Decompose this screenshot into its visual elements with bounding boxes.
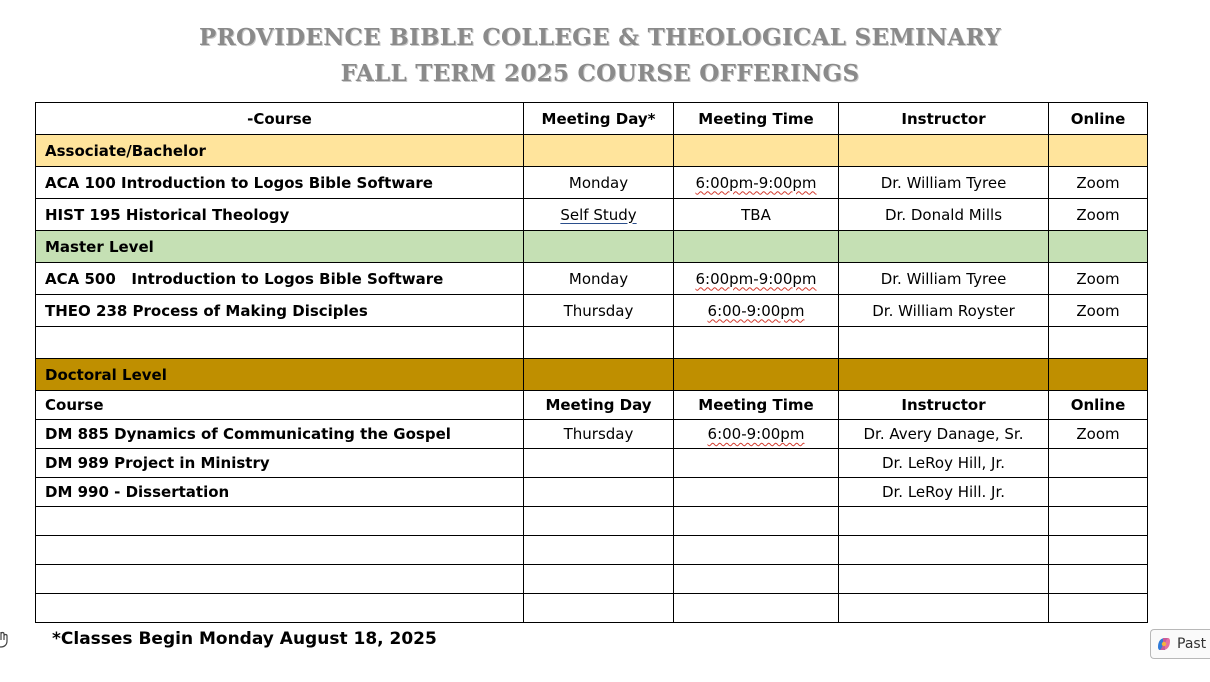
instructor-cell: Dr. LeRoy Hill, Jr. [839,449,1049,478]
day-cell [524,199,674,231]
empty-cell [839,135,1049,167]
course-cell: ACA 100 Introduction to Logos Bible Software [36,167,524,199]
table-row [36,449,1148,478]
hand-cursor-icon [0,630,10,648]
empty-cell [36,594,524,623]
course-cell: DM 990 - Dissertation [36,478,524,507]
time-cell [674,263,839,295]
time-cell [674,420,839,449]
course-cell: DM 989 Project in Ministry [36,449,524,478]
time-text: 6:00-9:00pm [707,425,805,443]
online-cell: Zoom [1049,167,1148,199]
empty-cell [1049,327,1148,359]
course-table [35,102,1148,623]
time-cell [674,167,839,199]
section-label: Doctoral Level [36,359,524,391]
paste-options-button[interactable] [1150,629,1210,659]
instructor-cell: Dr. Avery Danage, Sr. [839,420,1049,449]
online-cell: Zoom [1049,420,1148,449]
header-online: Online [1049,103,1148,135]
online-cell: Zoom [1049,263,1148,295]
online-cell: Zoom [1049,295,1148,327]
instructor-cell: Dr. LeRoy Hill. Jr. [839,478,1049,507]
empty-row [36,507,1148,536]
empty-cell [36,507,524,536]
empty-row [36,536,1148,565]
paste-label: Past [1177,636,1207,652]
empty-cell [1049,507,1148,536]
self-study-link[interactable]: Self Study [560,205,637,224]
subheader-course: Course [36,391,524,420]
header-instructor: Instructor [839,103,1049,135]
subheader-meeting-time: Meeting Time [674,391,839,420]
instructor-cell: Dr. William Tyree [839,263,1049,295]
course-cell: THEO 238 Process of Making Disciples [36,295,524,327]
empty-cell [1049,536,1148,565]
section-label: Master Level [36,231,524,263]
empty-cell [524,507,674,536]
empty-cell [524,327,674,359]
start-date-note: *Classes Begin Monday August 18, 2025 [52,629,437,649]
instructor-cell: Dr. William Royster [839,295,1049,327]
empty-cell [674,327,839,359]
time-cell [674,449,839,478]
empty-row [36,594,1148,623]
empty-cell [1049,594,1148,623]
empty-cell [36,327,524,359]
online-cell [1049,449,1148,478]
empty-cell [524,565,674,594]
instructor-cell: Dr. William Tyree [839,167,1049,199]
table-row [36,167,1148,199]
empty-cell [524,359,674,391]
empty-cell [839,536,1049,565]
day-cell: Thursday [524,420,674,449]
table-row [36,263,1148,295]
copilot-icon [1155,635,1173,653]
day-cell: Monday [524,263,674,295]
empty-cell [839,594,1049,623]
time-cell [674,478,839,507]
instructor-cell: Dr. Donald Mills [839,199,1049,231]
online-cell [1049,478,1148,507]
time-text: 6:00-9:00pm [707,301,805,320]
empty-cell [674,231,839,263]
time-cell: TBA [674,199,839,231]
empty-cell [674,565,839,594]
empty-cell [1049,231,1148,263]
online-cell: Zoom [1049,199,1148,231]
document-title: PROVIDENCE BIBLE COLLEGE & THEOLOGICAL SEMINARY [198,24,1001,51]
empty-cell [839,327,1049,359]
empty-cell [36,536,524,565]
day-cell [524,478,674,507]
empty-cell [524,594,674,623]
table-row [36,199,1148,231]
empty-cell [839,507,1049,536]
course-cell: ACA 500 Introduction to Logos Bible Software [36,263,524,295]
empty-cell [1049,135,1148,167]
header-course: -Course [36,103,524,135]
time-cell [674,295,839,327]
doctoral-header-row [36,391,1148,420]
subheader-instructor: Instructor [839,391,1049,420]
time-text: 6:00pm-9:00pm [695,269,817,288]
empty-cell [839,359,1049,391]
empty-cell [36,565,524,594]
header-meeting-time: Meeting Time [674,103,839,135]
empty-cell [524,536,674,565]
empty-row [36,565,1148,594]
course-cell: DM 885 Dynamics of Communicating the Gospel [36,420,524,449]
section-label: Associate/Bachelor [36,135,524,167]
empty-cell [524,231,674,263]
section-row-doctoral [36,359,1148,391]
document-subtitle: FALL TERM 2025 COURSE OFFERINGS [340,60,860,87]
table-header-row [36,103,1148,135]
empty-cell [674,536,839,565]
empty-cell [674,359,839,391]
empty-cell [674,594,839,623]
table-row [36,420,1148,449]
subheader-online: Online [1049,391,1148,420]
day-cell: Monday [524,167,674,199]
day-cell [524,449,674,478]
empty-cell [674,135,839,167]
empty-row [36,327,1148,359]
empty-cell [839,231,1049,263]
empty-cell [674,507,839,536]
section-row-master [36,231,1148,263]
table-row [36,295,1148,327]
day-cell: Thursday [524,295,674,327]
time-text: 6:00pm-9:00pm [695,173,817,192]
empty-cell [1049,359,1148,391]
section-row-associate [36,135,1148,167]
header-meeting-day: Meeting Day* [524,103,674,135]
subheader-meeting-day: Meeting Day [524,391,674,420]
empty-cell [1049,565,1148,594]
table-row [36,478,1148,507]
course-cell: HIST 195 Historical Theology [36,199,524,231]
empty-cell [524,135,674,167]
empty-cell [839,565,1049,594]
